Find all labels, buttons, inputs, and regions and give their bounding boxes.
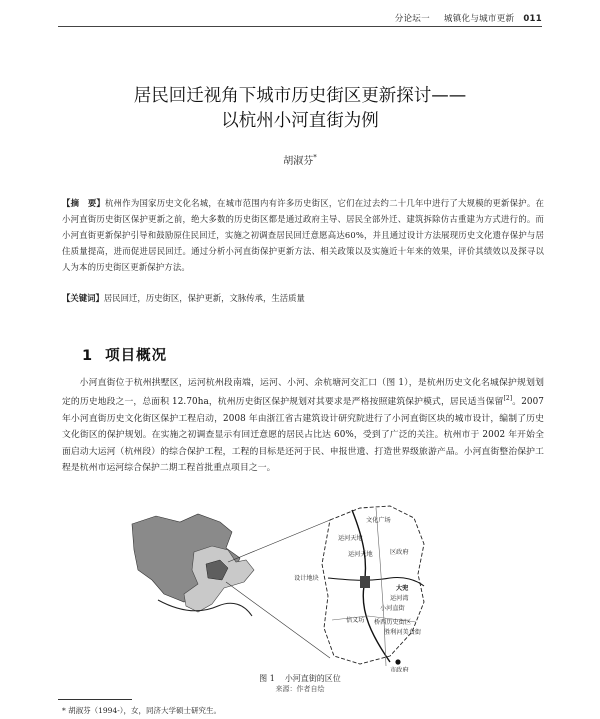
title-line-2: 以杭州小河直街为例 — [221, 111, 379, 131]
footnote-mark: * — [62, 706, 66, 715]
small-river-line — [328, 577, 424, 586]
footnote-rule — [58, 699, 132, 700]
figure-caption-text: 小河直街的区位 — [284, 674, 341, 683]
page-number: 011 — [523, 14, 542, 24]
paragraph-part-2: 。2007 年小河直街历史文化街区保护工程启动，2008 年由浙江省古建筑设计研究院进行了小河直街区块的城市设计，编制了历史文化街区的保护规划。在实施之初调查显示有回迁意愿的居民占比达 60%，受到了广泛的关注。杭州市于 2002 年开始全面启动大运河（杭州段）的综合保护工程，工程的目标是还河于民、申报世遗、打造世界级旅游产品。小河直街整治保护工程是杭州市运河综合保护二期工程首批重点项目之一。 — [62, 397, 544, 473]
detail-boundary — [322, 506, 424, 664]
location-map — [128, 500, 476, 672]
canal-line — [352, 510, 390, 662]
keywords-label: 【关键词】 — [62, 293, 104, 303]
site-marker — [360, 576, 370, 588]
keywords-text: 居民回迁，历史街区，保护更新，文脉传承，生活质量 — [103, 293, 305, 303]
map-label-h: 小河直街 — [380, 605, 405, 612]
map-label-d: 区政府 — [390, 549, 409, 556]
author-name: 胡淑芬 — [283, 156, 314, 167]
map-label-b: 运河天地 — [338, 535, 363, 542]
author-mark: * — [313, 153, 317, 162]
section-paragraph — [62, 375, 544, 476]
government-marker — [395, 659, 400, 664]
title-line-1: 居民回迁视角下城市历史街区更新探讨—— — [133, 86, 467, 106]
map-label-g: 运河湾 — [390, 595, 409, 602]
abstract-text: 杭州作为国家历史文化名城，在城市范围内有许多历史街区，它们在过去约二十几年中进行了大规模的更新保护。在小河直街历史街区保护更新之前，绝大多数的历史街区都是通过政府主导、居民全部外迁、建筑拆除仿古重建为方式进行的。而小河直街更新保护引导和鼓励原住民回迁，实施之初调查居民回迁意愿高达60%，并且通过设计方法展现历史文化遗存保护与居住质量提高，进而促进居民回迁。通过分析小河直街保护更新方法、相关政策以及实施近十年来的效果，评价其绩效以及探寻以人为本的历史街区更新保护方法。 — [62, 198, 544, 272]
figure-number: 图 1 — [259, 674, 275, 683]
author — [0, 152, 600, 167]
figure-caption — [0, 673, 600, 684]
abstract — [62, 195, 544, 275]
header-topic: 城镇化与城市更新 — [443, 14, 515, 24]
paragraph-part-1: 小河直街位于杭州拱墅区，运河杭州段南端，运河、小河、余杭塘河交汇口（图 1），是杭州历史文化名城保护规划划定的历史地段之一，总面积 12.70ha，杭州历史街区保护规划对其要求是严格按照建筑保护模式，居民适当保留 — [62, 378, 544, 408]
figure-source: 来源：作者自绘 — [275, 685, 325, 693]
header-section: 分论坛一 — [394, 14, 430, 24]
detail-map — [294, 506, 424, 672]
pointer-line-top — [228, 520, 330, 562]
pointer-line-bottom — [226, 582, 330, 658]
reference-mark: [2] — [503, 395, 513, 403]
map-label-j: 桥西历史街区 — [374, 619, 412, 626]
map-label-f: 大兜 — [396, 585, 409, 592]
footnote-text: 胡淑芬（1994-），女，同济大学硕士研究生。 — [68, 706, 222, 715]
section-title: 项目概况 — [105, 348, 168, 364]
header-rule — [58, 26, 542, 27]
map-label-i: 信义坊 — [346, 617, 365, 624]
running-header — [395, 12, 542, 24]
map-label-k: 胜利河美食街 — [384, 629, 422, 636]
section-heading — [82, 344, 167, 365]
keywords — [62, 290, 544, 306]
map-label-e: 设计地块 — [294, 575, 319, 582]
map-label-l: 市政府 — [390, 667, 409, 672]
footnote — [62, 705, 221, 716]
location-figure — [128, 500, 476, 672]
map-label-a: 文化广场 — [366, 517, 391, 524]
section-number: 1 — [82, 348, 94, 364]
map-label-c: 运河天地 — [348, 551, 373, 558]
abstract-label: 【摘 要】 — [62, 198, 106, 208]
